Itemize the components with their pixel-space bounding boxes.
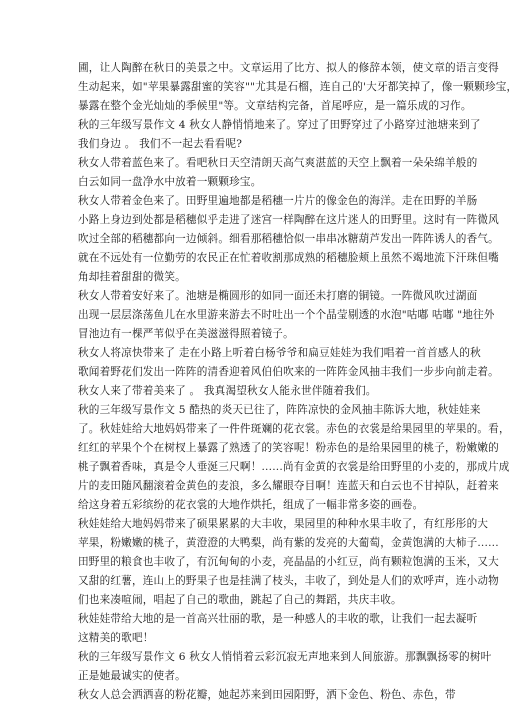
- text-line: 田野里的粮食也丰收了，有沉甸甸的小麦，亮晶晶的小红豆，尚有颗粒饱满的玉米，又大: [78, 556, 499, 568]
- text-line: 秋娃娃给大地妈妈带来了硕果累累的大丰收，果园里的种种水果丰收了，有红彤彤的大: [78, 518, 489, 530]
- text-line: 秋的三年级写景作文 6 秋女人悄悄着云彩沉寂无声地来到人间旅游。那飘飘扬零的树叶: [78, 651, 492, 663]
- text-line: 红红的苹果个个在树杈上暴露了熟透了的笑容呢！粉赤色的是给果园里的桃子，粉嫩嫩的: [78, 442, 499, 454]
- text-line: 们也来凑喧闹，唱起了自己的歌曲，跳起了自己的舞蹈，共庆丰收。: [78, 594, 402, 606]
- text-line: 秋女人将凉快带来了 走在小路上听着白杨爷爷和扁豆娃娃为我们唱着一首首感人的秋: [78, 347, 481, 359]
- text-line: 冒池边有一棵严苇似乎在美滋滋得照着镜子。: [78, 328, 294, 340]
- text-line: 我们身边 。 我们不一起去看看呢?: [78, 138, 243, 150]
- text-line: 秋女人总会洒洒喜的粉花瓣，她起苏来到田园阳野，洒下金色、粉色、赤色，带: [78, 689, 456, 701]
- text-line: 秋娃娃带给大地的是一首高兴壮丽的歌，是一种感人的丰收的歌，让我们一起去凝听: [78, 613, 478, 625]
- text-line: 给这身着五彩缤纷的花衣裳的大地作烘托，组成了一幅非常多姿的画卷。: [78, 499, 424, 511]
- text-line: 秋女人来了带着美来了 。 我真渴望秋女人能永世伴随着我们。: [78, 385, 377, 397]
- text-line: 就在不远处有一位勤劳的农民正在忙着收割那成熟的稻穗脸颊上虽然不竭地流下汗珠但嘴: [78, 252, 499, 264]
- text-line: 秋女人带着金色来了。田野里遍地都是稻穗一片片的像金色的海洋。走在田野的羊肠: [78, 195, 478, 207]
- text-line: 歌闻着野花们发出一阵阵的清香迎着风伯伯吹来的一阵阵金风抽丰我们一步步向前走着。: [78, 366, 499, 378]
- text-line: 这精美的歌吧！: [78, 632, 154, 644]
- text-line: 出现一层层涤荡鱼儿在水里游来游去不时吐出一个个晶莹剔透的水泡"咕嘟 咕嘟 "地往外: [78, 309, 495, 321]
- text-line: 生动起来，如"苹果暴露甜蜜的笑容""尤其是石榴，连自己的'大牙都笑掉了，像一颗颗珍宝，: [78, 81, 517, 93]
- text-line: 了。秋娃娃给大地妈妈带来了一件件斑斓的花衣裳。赤色的衣裳是给果园里的苹果的。看，: [78, 423, 510, 435]
- text-line: 角却挂着甜甜的微笑。: [78, 271, 186, 283]
- text-line: 正是她最诚实的使者。: [78, 670, 186, 682]
- text-line: 吹过全部的稻穗都向一边倾斜。细看那稻穗恰似一串串冰糖葫芦发出一阵阵诱人的香气。: [78, 233, 499, 245]
- text-line: 圃，让人陶醉在秋日的美景之中。文章运用了比方、拟人的修辞本领，使文章的语言变得: [78, 62, 499, 74]
- text-line: 暴露在整个金光灿灿的季候里"等。文章结构完备，首尾呼应，是一篇乐成的习作。: [78, 100, 472, 112]
- text-line: 秋女人带着安好来了。池塘是椭圆形的如同一面还未打磨的铜镜。一阵微风吹过湖面: [78, 290, 478, 302]
- document-body: [78, 59, 517, 705]
- text-line: 白云如同一盘净水中放着一颗颗珍宝。: [78, 176, 262, 188]
- text-line: 秋的三年级写景作文 5 酷热的炎天已往了，阵阵凉快的金风抽丰陈诉大地，秋娃娃来: [78, 404, 481, 416]
- text-line: 秋女人带着蓝色来了。看吧秋日天空清朗天高气爽湛蓝的天空上飘着一朵朵绵羊般的: [78, 157, 478, 169]
- text-line: 苹果，粉嫩嫩的桃子，黄澄澄的大鸭梨，尚有紫的发亮的大葡萄，金黄饱满的大柿子......: [78, 537, 499, 549]
- text-line: 小路上身边到处都是稻穗似乎走进了迷宫一样陶醉在这片迷人的田野里。这时有一阵微风: [78, 214, 499, 226]
- text-line: 秋的三年级写景作文 4 秋女人静悄悄地来了。穿过了田野穿过了小路穿过池塘来到了: [78, 119, 481, 131]
- text-line: 又甜的红薯，连山上的野果子也是挂满了枝头，丰收了，到处是人们的欢呼声，连小动物: [78, 575, 499, 587]
- text-line: 片的麦田随风翻滚着金黄色的麦浪，多么耀眼夺目啊！连蓝天和白云也不甘掉队，赶着来: [78, 480, 499, 492]
- text-line: 桃子飘着香味，真是令人垂涎三尺啊！......尚有金黄的衣裳是给田野里的小麦的，那成片成: [78, 461, 510, 473]
